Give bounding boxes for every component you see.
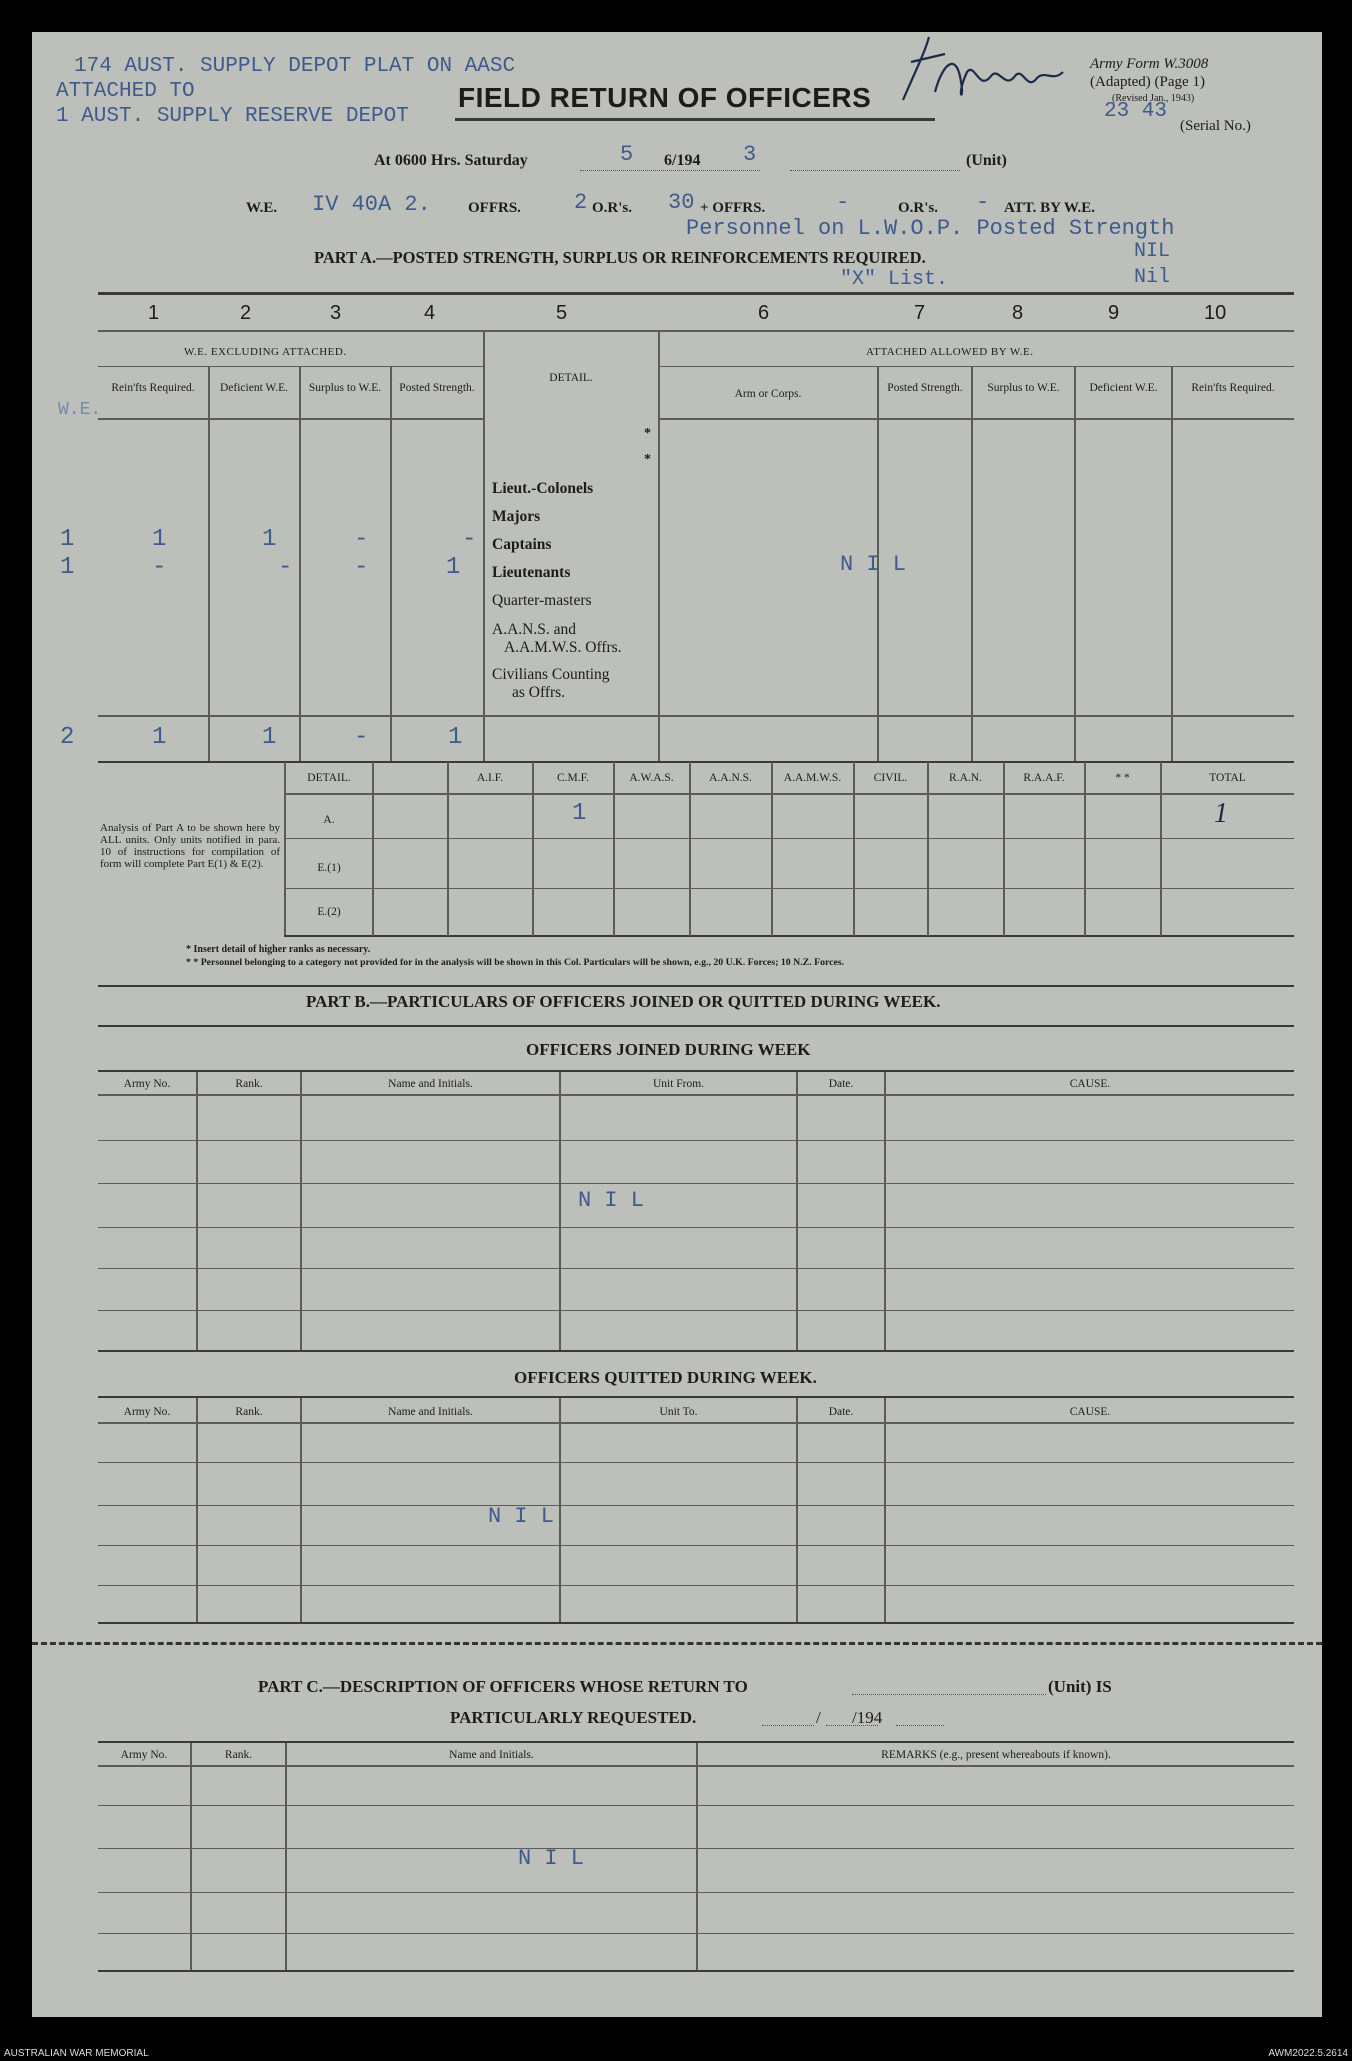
- analysis-row-rule: [284, 838, 1294, 839]
- joined-hdr-name: Name and Initials.: [388, 1078, 473, 1090]
- part-c-day-dots: [762, 1725, 814, 1726]
- vline: [1003, 762, 1005, 936]
- vline: [300, 1398, 302, 1622]
- part-c-slash: /: [816, 1708, 821, 1727]
- col-number: 2: [240, 302, 252, 324]
- attached-nil: N I L: [840, 552, 907, 577]
- vline: [532, 762, 534, 936]
- col-number: 10: [1204, 302, 1227, 324]
- analysis-hdr-other: * *: [1115, 772, 1130, 784]
- plus-offrs-label: + OFFRS.: [700, 200, 766, 216]
- army-form-number: Army Form W.3008: [1090, 56, 1209, 72]
- star-note-marker: *: [644, 452, 651, 467]
- part-b-heading: PART B.—PARTICULARS OF OFFICERS JOINED OR QUITTED DURING WEEK.: [306, 992, 941, 1011]
- vline: [796, 1072, 798, 1350]
- joined-nil: N I L: [578, 1188, 645, 1213]
- vline: [1160, 762, 1162, 936]
- total-surplus: -: [354, 724, 369, 751]
- vline: [559, 1398, 561, 1622]
- part-b-rule: [98, 1025, 1294, 1027]
- lieutenants-deficient: -: [278, 554, 293, 581]
- vline: [372, 762, 374, 936]
- margin-captains: 1: [60, 526, 75, 553]
- perforation-line: [32, 1642, 1322, 1645]
- vline: [285, 1743, 287, 1970]
- joined-row-rule: [98, 1268, 1294, 1269]
- vline: [447, 762, 449, 936]
- hdr-posted-strength: Posted Strength.: [399, 382, 475, 394]
- col-number: 9: [1108, 302, 1120, 324]
- typed-nil-2: Nil: [1134, 266, 1171, 289]
- quitted-hdr-army-no: Army No.: [123, 1406, 171, 1418]
- vline: [559, 1072, 561, 1350]
- hdr-att-posted-strength: Posted Strength.: [887, 382, 963, 394]
- header-right-rule: [660, 418, 1294, 420]
- margin-lieutenants: 1: [60, 554, 75, 581]
- adapted-page-label: (Adapted) (Page 1): [1090, 74, 1205, 90]
- part-c-hdr-rank: Rank.: [224, 1749, 253, 1761]
- joined-hdr-cause: CAUSE.: [1069, 1078, 1111, 1090]
- vline: [613, 762, 615, 936]
- date-year-digit: 3: [743, 142, 757, 167]
- plus-ors-value: -: [976, 190, 990, 215]
- quitted-hdr-rank: Rank.: [235, 1406, 263, 1418]
- analysis-hdr-awas: A.W.A.S.: [629, 772, 674, 784]
- vline: [300, 1072, 302, 1350]
- ors-value: 30: [668, 190, 695, 215]
- hdr-att-deficient: Deficient W.E.: [1089, 382, 1158, 394]
- rank-lieut-colonels: Lieut.-Colonels: [492, 480, 594, 497]
- group-right-rule: [660, 366, 1294, 367]
- part-a-body-rule: [98, 715, 1294, 717]
- form-title: FIELD RETURN OF OFFICERS: [458, 82, 872, 113]
- col-number: 6: [758, 302, 770, 324]
- total-reinfts: 1: [152, 724, 167, 751]
- analysis-note: Analysis of Part A to be shown here by ALL units. Only units notified in para. 10 of instructions for compilation of form will complete Part E(1) & E(2).: [100, 822, 280, 870]
- part-c-year: /194: [852, 1708, 883, 1727]
- analysis-hdr-cmf: C.M.F.: [557, 772, 589, 784]
- quitted-top-rule: [98, 1396, 1294, 1398]
- quitted-nil: N I L: [488, 1504, 555, 1529]
- part-c-hdr-name: Name and Initials.: [449, 1749, 534, 1761]
- part-c-requested: PARTICULARLY REQUESTED.: [450, 1708, 697, 1727]
- vline: [971, 366, 973, 761]
- serial-number-label: (Serial No.): [1180, 118, 1251, 134]
- vline: [884, 1398, 886, 1622]
- total-deficient: 1: [262, 724, 277, 751]
- col-number: 5: [556, 302, 568, 324]
- joined-hdr-date: Date.: [828, 1078, 854, 1090]
- part-c-unit-is: (Unit) IS: [1048, 1677, 1112, 1696]
- joined-header-rule: [98, 1094, 1294, 1096]
- quitted-row-rule: [98, 1505, 1294, 1506]
- col-number: 8: [1012, 302, 1024, 324]
- rank-quartermasters: Quarter-masters: [492, 592, 592, 609]
- part-c-bottom-rule: [98, 1970, 1294, 1972]
- quitted-row-rule: [98, 1545, 1294, 1546]
- quitted-hdr-cause: CAUSE.: [1069, 1406, 1111, 1418]
- col-number: 4: [424, 302, 436, 324]
- analysis-hdr-ran: R.A.N.: [949, 772, 982, 784]
- analysis-hdr-detail: DETAIL.: [307, 772, 351, 784]
- col-number: 7: [914, 302, 926, 324]
- vline: [689, 762, 691, 936]
- rank-majors: Majors: [492, 508, 541, 525]
- analysis-cmf-a: 1: [572, 800, 587, 827]
- att-by-we-label: ATT. BY W.E.: [1004, 200, 1096, 216]
- joined-top-rule: [98, 1070, 1294, 1072]
- hdr-surplus-we: Surplus to W.E.: [308, 382, 382, 394]
- group-left-rule: [98, 366, 483, 367]
- rank-aans: A.A.N.S. and: [492, 621, 576, 638]
- part-c-hdr-army-no: Army No.: [120, 1749, 168, 1761]
- vline: [771, 762, 773, 936]
- analysis-row-e1: E.(1): [317, 862, 341, 874]
- joined-row-rule: [98, 1310, 1294, 1311]
- part-c-heading: PART C.—DESCRIPTION OF OFFICERS WHOSE RETURN TO: [258, 1677, 748, 1696]
- quitted-title: OFFICERS QUITTED DURING WEEK.: [514, 1368, 817, 1387]
- vline: [796, 1398, 798, 1622]
- joined-title: OFFICERS JOINED DURING WEEK: [526, 1040, 811, 1059]
- quitted-hdr-date: Date.: [828, 1406, 854, 1418]
- typed-unit-line1: 174 AUST. SUPPLY DEPOT PLAT ON AASC: [74, 55, 516, 78]
- group-left-header: W.E. EXCLUDING ATTACHED.: [184, 346, 347, 358]
- footer-institution: AUSTRALIAN WAR MEMORIAL: [4, 2048, 149, 2059]
- vline: [1084, 762, 1086, 936]
- hdr-att-surplus: Surplus to W.E.: [987, 382, 1060, 394]
- footnote-two: * * Personnel belonging to a category not provided for in the analysis will be shown in this Col. Particulars will be shown, e.g., 20 U.K. Forces; 10 N.Z. Forces.: [186, 957, 845, 968]
- analysis-hdr-raaf: R.A.A.F.: [1023, 772, 1065, 784]
- hdr-detail: DETAIL.: [549, 372, 593, 384]
- typed-unit-line3: 1 AUST. SUPPLY RESERVE DEPOT: [56, 105, 409, 128]
- serial-number-value: 23 43: [1104, 100, 1168, 123]
- plus-offrs-value: -: [836, 190, 850, 215]
- date-day: 5: [620, 142, 634, 167]
- analysis-row-rule: [284, 888, 1294, 889]
- hdr-arm-corps: Arm or Corps.: [734, 388, 802, 400]
- quitted-bottom-rule: [98, 1622, 1294, 1624]
- unit-label: (Unit): [966, 152, 1007, 169]
- part-a-bottom-rule: [98, 761, 1294, 763]
- part-c-nil: N I L: [518, 1846, 585, 1871]
- vline: [483, 330, 485, 761]
- quitted-header-rule: [98, 1422, 1294, 1424]
- vline: [696, 1743, 698, 1970]
- part-a-heading: PART A.—POSTED STRENGTH, SURPLUS OR REINFORCEMENTS REQUIRED.: [314, 248, 926, 267]
- vline: [299, 366, 301, 761]
- star-note-marker: *: [644, 426, 651, 441]
- footnote-one: * Insert detail of higher ranks as necessary.: [186, 944, 371, 955]
- vline: [196, 1398, 198, 1622]
- lieutenants-surplus: -: [354, 554, 369, 581]
- rank-captains: Captains: [492, 536, 552, 553]
- captains-reinfts: 1: [152, 526, 167, 553]
- analysis-header-rule: [284, 793, 1294, 795]
- offrs-label: OFFRS.: [468, 200, 521, 216]
- quitted-hdr-name: Name and Initials.: [388, 1406, 473, 1418]
- vline: [390, 366, 392, 761]
- quitted-row-rule: [98, 1585, 1294, 1586]
- vline: [853, 762, 855, 936]
- col-number: 3: [330, 302, 342, 324]
- ors-label: O.R's.: [592, 200, 633, 216]
- part-b-top-rule: [98, 985, 1294, 987]
- analysis-bottom-rule: [284, 935, 1294, 937]
- vline: [190, 1743, 192, 1970]
- hdr-reinfts-required: Rein'fts Required.: [111, 382, 195, 394]
- officer-signature: [895, 32, 1095, 122]
- analysis-hdr-civil: CIVIL.: [873, 772, 908, 784]
- joined-hdr-unit-from: Unit From.: [652, 1078, 705, 1090]
- plus-ors-label: O.R's.: [898, 200, 939, 216]
- analysis-hdr-aans: A.A.N.S.: [709, 772, 752, 784]
- vline: [1074, 366, 1076, 761]
- date-month-year: 6/194: [664, 152, 701, 169]
- footer-accession: AWM2022.5.2614: [1268, 2048, 1348, 2059]
- analysis-hdr-total: TOTAL: [1209, 772, 1246, 784]
- total-margin: 2: [60, 724, 75, 751]
- date-dots: [580, 170, 760, 171]
- captains-deficient: 1: [262, 526, 277, 553]
- we-value: IV 40A 2.: [312, 192, 431, 217]
- lieutenants-posted: 1: [446, 554, 461, 581]
- hdr-att-reinfts: Rein'fts Required.: [1191, 382, 1275, 394]
- header-left-rule: [98, 418, 483, 420]
- vline: [208, 366, 210, 761]
- analysis-total-a: 1: [1214, 798, 1228, 829]
- analysis-hdr-aif: A.I.F.: [476, 772, 504, 784]
- captains-surplus: -: [354, 526, 369, 553]
- hdr-deficient-we: Deficient W.E.: [219, 382, 289, 394]
- rank-civilians-cont: as Offrs.: [512, 684, 566, 701]
- joined-row-rule: [98, 1227, 1294, 1228]
- col-number: 1: [148, 302, 160, 324]
- group-right-header: ATTACHED ALLOWED BY W.E.: [866, 346, 1034, 358]
- analysis-row-a: A.: [323, 814, 335, 826]
- lwop-note: Personnel on L.W.O.P. Posted Strength: [686, 216, 1175, 241]
- typed-x-list: "X" List.: [840, 268, 949, 291]
- part-c-year-dots: [896, 1725, 944, 1726]
- revised-label: (Revised Jan., 1943): [1112, 93, 1195, 104]
- part-a-number-rule: [98, 330, 1294, 332]
- quitted-row-rule: [98, 1462, 1294, 1463]
- total-posted: 1: [448, 724, 463, 751]
- vline: [196, 1072, 198, 1350]
- margin-we: W.E.: [58, 400, 102, 420]
- part-c-unit-dots: [852, 1694, 1046, 1695]
- vline: [927, 762, 929, 936]
- lieutenants-reinfts: -: [152, 554, 167, 581]
- joined-hdr-army-no: Army No.: [123, 1078, 171, 1090]
- joined-bottom-rule: [98, 1350, 1294, 1352]
- joined-hdr-rank: Rank.: [235, 1078, 263, 1090]
- typed-unit-line2: ATTACHED TO: [56, 80, 195, 103]
- date-prefix: At 0600 Hrs. Saturday: [374, 152, 528, 169]
- offrs-value: 2: [574, 190, 588, 215]
- vline: [884, 1072, 886, 1350]
- rank-civilians: Civilians Counting: [492, 666, 610, 683]
- joined-row-rule: [98, 1183, 1294, 1184]
- analysis-row-e2: E.(2): [317, 906, 341, 918]
- captains-posted: -: [462, 526, 477, 553]
- we-label: W.E.: [246, 200, 278, 216]
- typed-nil-1: NIL: [1134, 240, 1171, 263]
- part-c-hdr-remarks: REMARKS (e.g., present whereabouts if known).: [881, 1749, 1111, 1761]
- title-underline: [455, 118, 935, 121]
- analysis-hdr-aamws: A.A.M.W.S.: [783, 772, 842, 784]
- part-a-top-rule: [98, 292, 1294, 295]
- joined-row-rule: [98, 1140, 1294, 1141]
- rank-aamws: A.A.M.W.S. Offrs.: [504, 639, 622, 656]
- unit-dots: [790, 170, 960, 171]
- vline: [1171, 366, 1173, 761]
- quitted-hdr-unit-to: Unit To.: [659, 1406, 698, 1418]
- rank-lieutenants: Lieutenants: [492, 564, 571, 581]
